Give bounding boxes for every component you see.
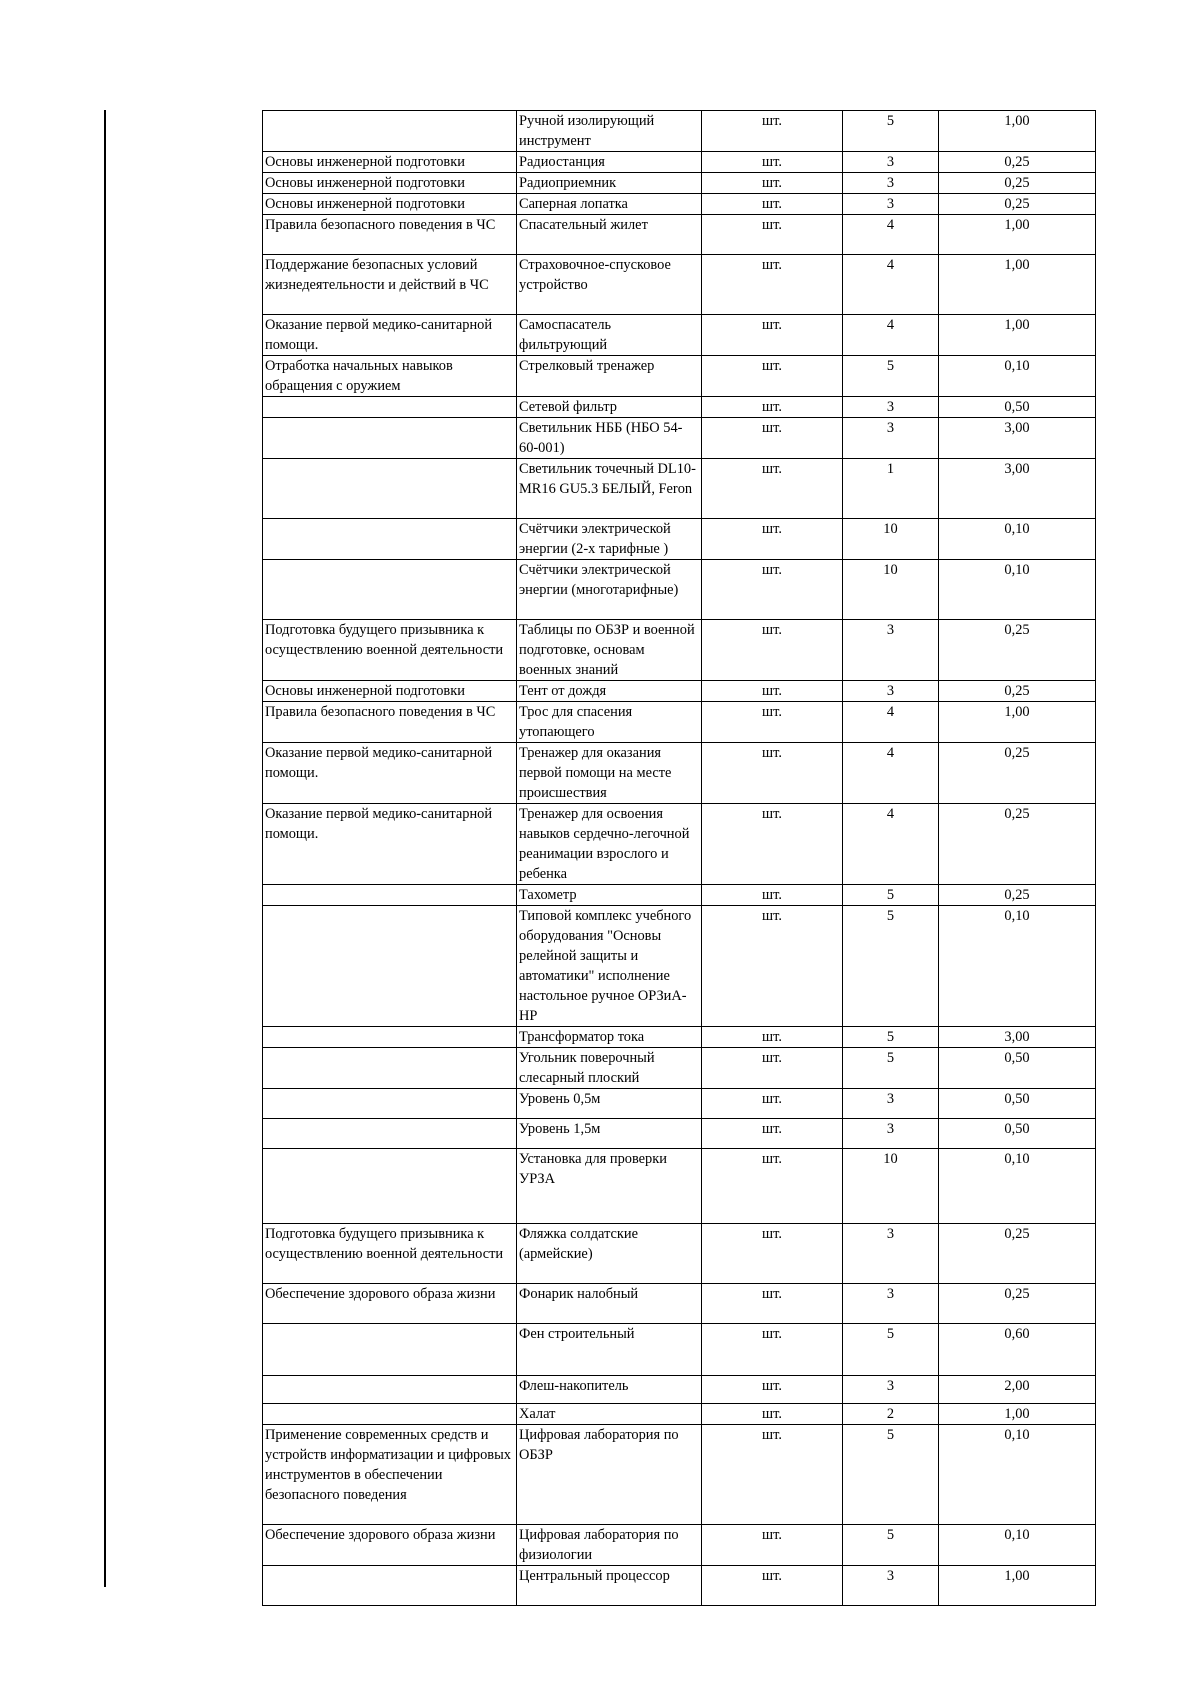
quantity-cell: 5 (843, 1425, 939, 1525)
coefficient-cell: 0,50 (939, 1089, 1096, 1119)
coefficient-cell: 1,00 (939, 1566, 1096, 1606)
unit-cell: шт. (702, 681, 843, 702)
coefficient-cell: 0,10 (939, 1425, 1096, 1525)
unit-cell: шт. (702, 906, 843, 1027)
item-name-cell: Радиостанция (517, 152, 702, 173)
item-name-cell: Спасательный жилет (517, 215, 702, 255)
item-name-cell: Таблицы по ОБЗР и военной подготовке, основам военных знаний (517, 620, 702, 681)
unit-cell: шт. (702, 1566, 843, 1606)
subject-cell (263, 560, 517, 620)
item-name-cell: Светильник НББ (НБО 54-60-001) (517, 418, 702, 459)
unit-cell: шт. (702, 1119, 843, 1149)
item-name-cell: Саперная лопатка (517, 194, 702, 215)
subject-cell (263, 1119, 517, 1149)
table-row (263, 1566, 1096, 1606)
unit-cell: шт. (702, 315, 843, 356)
coefficient-cell: 2,00 (939, 1376, 1096, 1404)
quantity-cell: 5 (843, 906, 939, 1027)
equipment-table-body (263, 111, 1096, 1606)
unit-cell: шт. (702, 1425, 843, 1525)
table-row (263, 215, 1096, 255)
quantity-cell: 10 (843, 519, 939, 560)
subject-cell (263, 1324, 517, 1376)
subject-cell (263, 1048, 517, 1089)
subject-cell: Отработка начальных навыков обращения с оружием (263, 356, 517, 397)
quantity-cell: 4 (843, 255, 939, 315)
quantity-cell: 3 (843, 681, 939, 702)
table-row (263, 620, 1096, 681)
unit-cell: шт. (702, 111, 843, 152)
table-row (263, 1284, 1096, 1324)
coefficient-cell: 0,60 (939, 1324, 1096, 1376)
coefficient-cell: 0,25 (939, 620, 1096, 681)
coefficient-cell: 0,25 (939, 681, 1096, 702)
coefficient-cell: 0,10 (939, 1525, 1096, 1566)
item-name-cell: Страховочное-спусковое устройство (517, 255, 702, 315)
quantity-cell: 5 (843, 1324, 939, 1376)
unit-cell: шт. (702, 173, 843, 194)
subject-cell (263, 1027, 517, 1048)
item-name-cell: Установка для проверки УРЗА (517, 1149, 702, 1224)
coefficient-cell: 3,00 (939, 1027, 1096, 1048)
left-margin-line (104, 110, 106, 1587)
table-row (263, 681, 1096, 702)
subject-cell: Поддержание безопасных условий жизнедеятельности и действий в ЧС (263, 255, 517, 315)
subject-cell (263, 1376, 517, 1404)
coefficient-cell: 0,10 (939, 906, 1096, 1027)
item-name-cell: Ручной изолирующий инструмент (517, 111, 702, 152)
item-name-cell: Светильник точечный DL10-MR16 GU5.3 БЕЛЫЙ, Feron (517, 459, 702, 519)
subject-cell: Правила безопасного поведения в ЧС (263, 702, 517, 743)
coefficient-cell: 3,00 (939, 418, 1096, 459)
unit-cell: шт. (702, 560, 843, 620)
table-row (263, 804, 1096, 885)
table-row (263, 173, 1096, 194)
item-name-cell: Тренажер для освоения навыков сердечно-легочной реанимации взрослого и ребенка (517, 804, 702, 885)
coefficient-cell: 0,50 (939, 1119, 1096, 1149)
coefficient-cell: 0,25 (939, 804, 1096, 885)
unit-cell: шт. (702, 1376, 843, 1404)
quantity-cell: 4 (843, 804, 939, 885)
table-row (263, 1376, 1096, 1404)
coefficient-cell: 0,25 (939, 152, 1096, 173)
coefficient-cell: 0,25 (939, 194, 1096, 215)
table-row (263, 1224, 1096, 1284)
table-row (263, 1149, 1096, 1224)
subject-cell: Оказание первой медико-санитарной помощи. (263, 804, 517, 885)
coefficient-cell: 0,50 (939, 1048, 1096, 1089)
item-name-cell: Стрелковый тренажер (517, 356, 702, 397)
subject-cell (263, 111, 517, 152)
subject-cell: Обеспечение здорового образа жизни (263, 1284, 517, 1324)
quantity-cell: 2 (843, 1404, 939, 1425)
subject-cell: Основы инженерной подготовки (263, 194, 517, 215)
table-row (263, 1324, 1096, 1376)
subject-cell (263, 418, 517, 459)
item-name-cell: Счётчики электрической энергии (2-х тарифные ) (517, 519, 702, 560)
unit-cell: шт. (702, 255, 843, 315)
quantity-cell: 3 (843, 1566, 939, 1606)
item-name-cell: Фляжка солдатские (армейские) (517, 1224, 702, 1284)
equipment-table (262, 110, 1096, 1606)
table-row (263, 1048, 1096, 1089)
item-name-cell: Цифровая лаборатория по ОБЗР (517, 1425, 702, 1525)
unit-cell: шт. (702, 459, 843, 519)
subject-cell: Оказание первой медико-санитарной помощи. (263, 315, 517, 356)
coefficient-cell: 1,00 (939, 215, 1096, 255)
item-name-cell: Центральный процессор (517, 1566, 702, 1606)
item-name-cell: Фен строительный (517, 1324, 702, 1376)
coefficient-cell: 0,25 (939, 885, 1096, 906)
table-row (263, 459, 1096, 519)
unit-cell: шт. (702, 418, 843, 459)
subject-cell (263, 459, 517, 519)
quantity-cell: 3 (843, 1119, 939, 1149)
item-name-cell: Тент от дождя (517, 681, 702, 702)
table-row (263, 560, 1096, 620)
coefficient-cell: 0,50 (939, 397, 1096, 418)
subject-cell: Правила безопасного поведения в ЧС (263, 215, 517, 255)
item-name-cell: Угольник поверочный слесарный плоский (517, 1048, 702, 1089)
subject-cell: Основы инженерной подготовки (263, 152, 517, 173)
item-name-cell: Трансформатор тока (517, 1027, 702, 1048)
table-row (263, 1089, 1096, 1119)
table-row (263, 1525, 1096, 1566)
coefficient-cell: 0,10 (939, 1149, 1096, 1224)
coefficient-cell: 0,10 (939, 560, 1096, 620)
coefficient-cell: 1,00 (939, 702, 1096, 743)
coefficient-cell: 0,25 (939, 743, 1096, 804)
table-row (263, 519, 1096, 560)
coefficient-cell: 1,00 (939, 315, 1096, 356)
coefficient-cell: 3,00 (939, 459, 1096, 519)
coefficient-cell: 0,25 (939, 1224, 1096, 1284)
quantity-cell: 5 (843, 1048, 939, 1089)
coefficient-cell: 0,10 (939, 519, 1096, 560)
unit-cell: шт. (702, 804, 843, 885)
unit-cell: шт. (702, 1048, 843, 1089)
subject-cell (263, 1089, 517, 1119)
quantity-cell: 5 (843, 1525, 939, 1566)
coefficient-cell: 1,00 (939, 111, 1096, 152)
unit-cell: шт. (702, 702, 843, 743)
table-row (263, 885, 1096, 906)
quantity-cell: 5 (843, 356, 939, 397)
quantity-cell: 3 (843, 1224, 939, 1284)
item-name-cell: Тренажер для оказания первой помощи на месте происшествия (517, 743, 702, 804)
subject-cell: Основы инженерной подготовки (263, 681, 517, 702)
unit-cell: шт. (702, 1149, 843, 1224)
quantity-cell: 10 (843, 560, 939, 620)
item-name-cell: Уровень 0,5м (517, 1089, 702, 1119)
quantity-cell: 3 (843, 620, 939, 681)
unit-cell: шт. (702, 194, 843, 215)
quantity-cell: 3 (843, 1284, 939, 1324)
quantity-cell: 4 (843, 743, 939, 804)
unit-cell: шт. (702, 743, 843, 804)
quantity-cell: 3 (843, 418, 939, 459)
subject-cell (263, 1149, 517, 1224)
quantity-cell: 4 (843, 215, 939, 255)
subject-cell: Обеспечение здорового образа жизни (263, 1525, 517, 1566)
subject-cell: Применение современных средств и устройств информатизации и цифровых инструментов в обеспечении безопасного поведения (263, 1425, 517, 1525)
subject-cell: Подготовка будущего призывника к осуществлению военной деятельности (263, 1224, 517, 1284)
quantity-cell: 4 (843, 702, 939, 743)
item-name-cell: Счётчики электрической энергии (многотарифные) (517, 560, 702, 620)
item-name-cell: Трос для спасения утопающего (517, 702, 702, 743)
item-name-cell: Фонарик налобный (517, 1284, 702, 1324)
unit-cell: шт. (702, 1027, 843, 1048)
item-name-cell: Уровень 1,5м (517, 1119, 702, 1149)
coefficient-cell: 0,25 (939, 173, 1096, 194)
table-row (263, 315, 1096, 356)
table-row (263, 702, 1096, 743)
item-name-cell: Халат (517, 1404, 702, 1425)
unit-cell: шт. (702, 215, 843, 255)
unit-cell: шт. (702, 356, 843, 397)
table-row (263, 1119, 1096, 1149)
subject-cell (263, 885, 517, 906)
subject-cell: Оказание первой медико-санитарной помощи. (263, 743, 517, 804)
coefficient-cell: 0,10 (939, 356, 1096, 397)
quantity-cell: 3 (843, 173, 939, 194)
table-row (263, 152, 1096, 173)
table-row (263, 356, 1096, 397)
item-name-cell: Самоспасатель фильтрующий (517, 315, 702, 356)
item-name-cell: Радиоприемник (517, 173, 702, 194)
subject-cell (263, 1404, 517, 1425)
unit-cell: шт. (702, 1404, 843, 1425)
unit-cell: шт. (702, 152, 843, 173)
quantity-cell: 10 (843, 1149, 939, 1224)
unit-cell: шт. (702, 397, 843, 418)
table-row (263, 397, 1096, 418)
subject-cell (263, 906, 517, 1027)
subject-cell: Основы инженерной подготовки (263, 173, 517, 194)
unit-cell: шт. (702, 519, 843, 560)
unit-cell: шт. (702, 1525, 843, 1566)
quantity-cell: 1 (843, 459, 939, 519)
table-row (263, 111, 1096, 152)
unit-cell: шт. (702, 620, 843, 681)
subject-cell: Подготовка будущего призывника к осуществлению военной деятельности (263, 620, 517, 681)
subject-cell (263, 1566, 517, 1606)
quantity-cell: 3 (843, 397, 939, 418)
unit-cell: шт. (702, 885, 843, 906)
unit-cell: шт. (702, 1224, 843, 1284)
table-row (263, 255, 1096, 315)
quantity-cell: 5 (843, 111, 939, 152)
table-row (263, 906, 1096, 1027)
unit-cell: шт. (702, 1324, 843, 1376)
table-row (263, 418, 1096, 459)
coefficient-cell: 1,00 (939, 255, 1096, 315)
quantity-cell: 5 (843, 1027, 939, 1048)
item-name-cell: Цифровая лаборатория по физиологии (517, 1525, 702, 1566)
subject-cell (263, 519, 517, 560)
table-row (263, 1404, 1096, 1425)
item-name-cell: Сетевой фильтр (517, 397, 702, 418)
unit-cell: шт. (702, 1089, 843, 1119)
table-row (263, 194, 1096, 215)
item-name-cell: Флеш-накопитель (517, 1376, 702, 1404)
coefficient-cell: 0,25 (939, 1284, 1096, 1324)
quantity-cell: 3 (843, 1089, 939, 1119)
item-name-cell: Тахометр (517, 885, 702, 906)
quantity-cell: 3 (843, 194, 939, 215)
quantity-cell: 4 (843, 315, 939, 356)
unit-cell: шт. (702, 1284, 843, 1324)
table-row (263, 1425, 1096, 1525)
quantity-cell: 3 (843, 1376, 939, 1404)
quantity-cell: 3 (843, 152, 939, 173)
table-row (263, 743, 1096, 804)
quantity-cell: 5 (843, 885, 939, 906)
item-name-cell: Типовой комплекс учебного оборудования "Основы релейной защиты и автоматики" исполнение настольное ручное ОРЗиА-НР (517, 906, 702, 1027)
subject-cell (263, 397, 517, 418)
coefficient-cell: 1,00 (939, 1404, 1096, 1425)
table-row (263, 1027, 1096, 1048)
